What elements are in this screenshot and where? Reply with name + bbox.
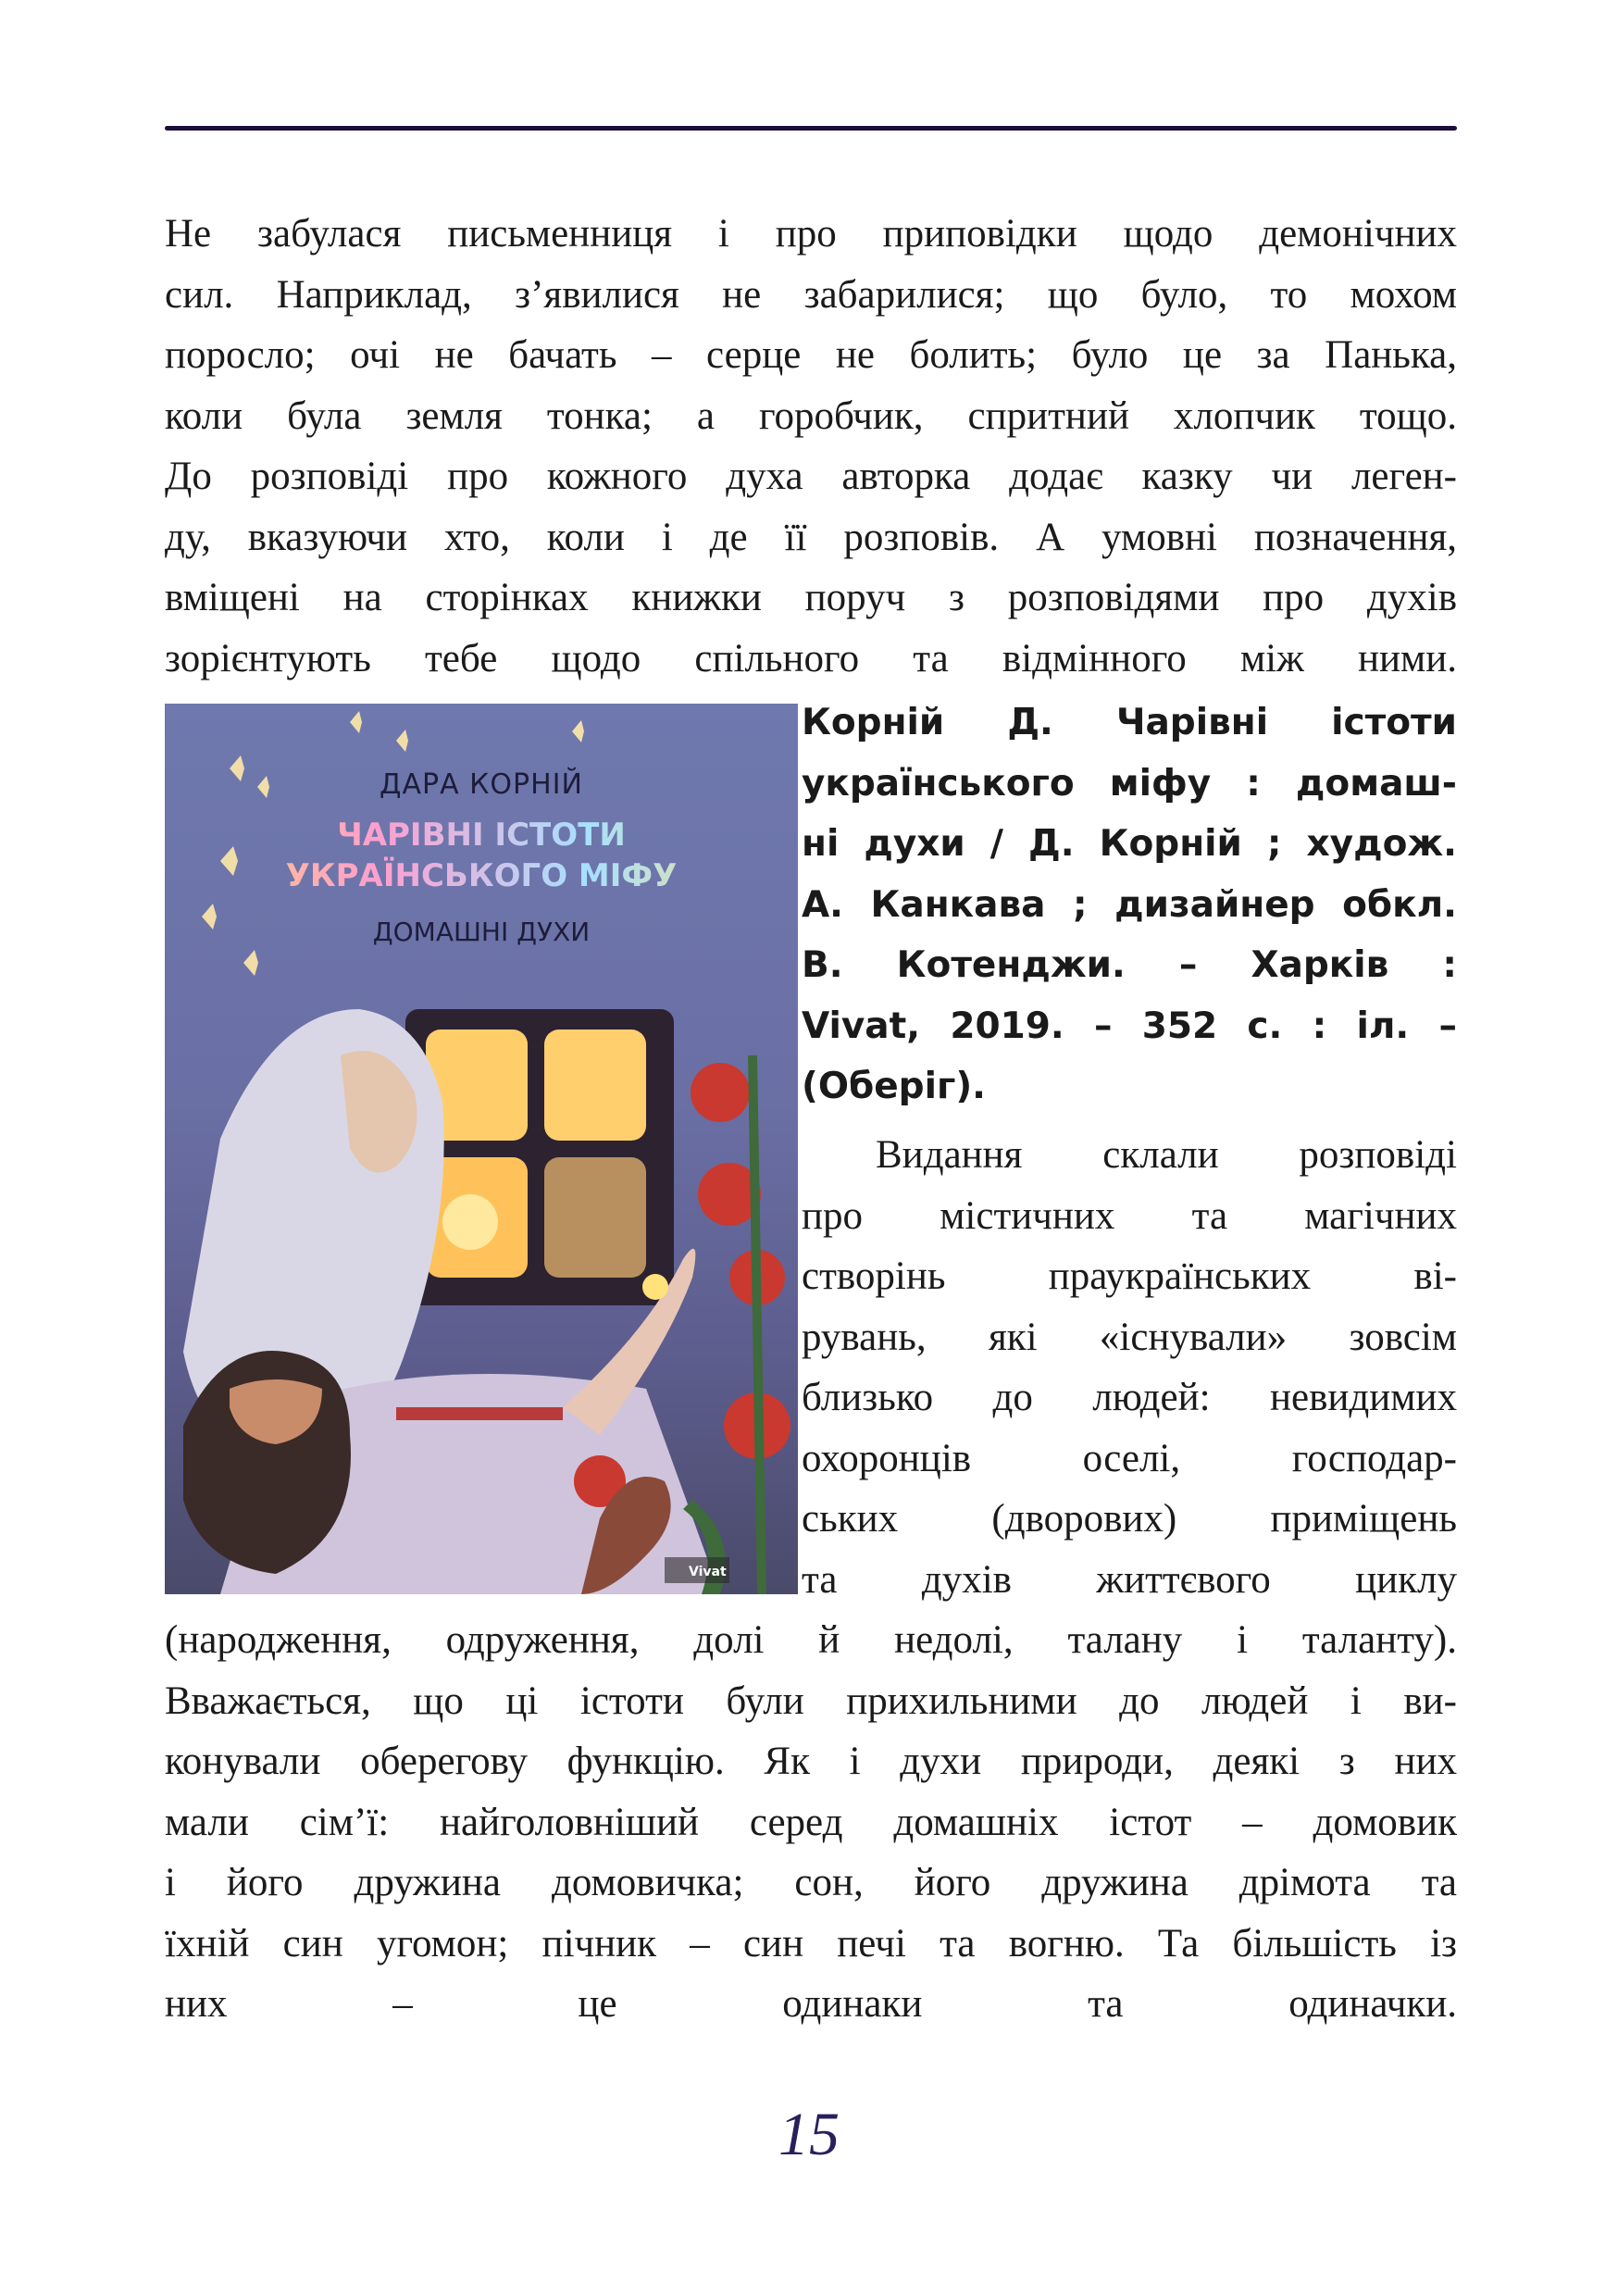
text-line: вміщені на сторінках книжки поруч з розповідями про духів [165, 576, 1457, 619]
text-line: поросло; очі не бачать – серце не болить; було це за Панька, [165, 333, 1457, 377]
text-line: та духів життєвого циклу [802, 1557, 1457, 1602]
text-line: ду, вказуючи хто, коли і де її розповів. А умовні позначення, [165, 515, 1457, 559]
text-line: А. Канкава ; дизайнер обкл. [802, 883, 1457, 926]
text-line: конували оберегову функцію. Як і духи природи, деякі з них [165, 1740, 1457, 1783]
cover-subtitle: ДОМАШНІ ДУХИ [372, 917, 591, 947]
text-line: мали сім’ї: найголовніший серед домашніх істот – домовик [165, 1800, 1457, 1844]
cover-author: ДАРА КОРНІЙ [380, 768, 583, 801]
cover-title [165, 815, 798, 896]
text-line: них – це одинаки та одиначки. [165, 1982, 1457, 2026]
text-line: (Оберіг). [802, 1066, 986, 1107]
bibliographic-reference [802, 693, 1457, 1117]
text-line: українського міфу : домаш- [802, 762, 1457, 805]
text-line: Видання склали розповіді [876, 1133, 1457, 1177]
text-line: створінь праукраїнських ві- [802, 1254, 1457, 1298]
cover-title-line: ЧАРІВНІ ІСТОТИ [337, 817, 626, 854]
text-line: Вважається, що ці істоти були прихильними до людей і ви- [165, 1678, 1457, 1723]
text-line: про містичних та магічних [802, 1193, 1457, 1238]
text-line: зорієнтують тебе щодо спільного та відмінного між ними. [165, 636, 1457, 680]
text-line: ських (дворових) приміщень [802, 1497, 1457, 1541]
text-line: коли була земля тонка; а горобчик, спритний хлопчик тощо. [165, 393, 1457, 438]
text-line: охоронців оселі, господар- [802, 1436, 1457, 1480]
text-line: ні духи / Д. Корній ; худож. [802, 823, 1457, 865]
text-line: і його дружина домовичка; сон, його дружина дрімота та [165, 1861, 1457, 1904]
description-paragraph [802, 1125, 1457, 1610]
header-rule [165, 126, 1457, 131]
text-line: До розповіді про кожного духа авторка додає казку чи леген- [165, 455, 1457, 498]
description-continuation [165, 1610, 1457, 2035]
text-line: Не забулася письменниця і про приповідки щодо демонічних [165, 212, 1457, 256]
text-line: рувань, які «існували» зовсім [802, 1315, 1457, 1359]
text-line: Vivat, 2019. – 352 с. : іл. – [802, 1004, 1457, 1047]
page-number: 15 [778, 2101, 840, 2168]
text-line: сил. Наприклад, з’явилися не забарилися; що було, то мохом [165, 272, 1457, 317]
text-line: їхній син угомон; пічник – син печі та вогню. Та більшість із [165, 1921, 1457, 1965]
text-line: Корній Д. Чарівні істоти [802, 702, 1457, 743]
text-line: В. Котенджи. – Харків : [802, 944, 1457, 986]
text-line: близько до людей: невидимих [802, 1376, 1457, 1419]
cover-publisher-logo: Vivat [689, 1565, 727, 1579]
text-line: (народження, одруження, долі й недолі, талану і таланту). [165, 1618, 1457, 1662]
intro-paragraph [165, 204, 1457, 689]
cover-title-line: УКРАЇНСЬКОГО МІФУ [285, 857, 678, 894]
book-cover-image [165, 704, 798, 1594]
